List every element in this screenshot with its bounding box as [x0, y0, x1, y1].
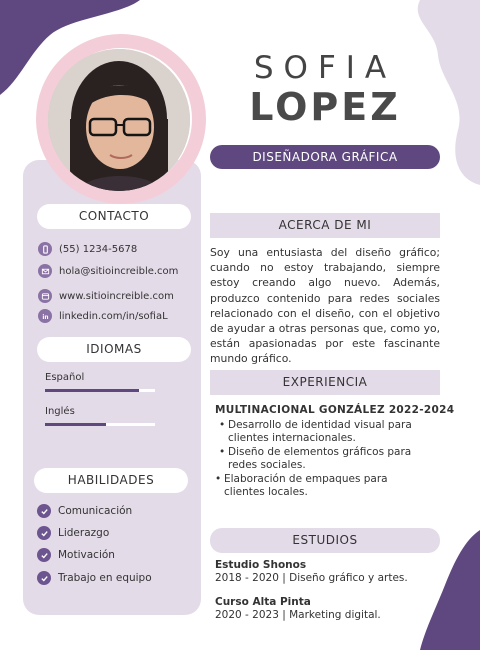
language-name: Inglés: [45, 406, 75, 417]
contact-email[interactable]: hola@sitioincreible.com: [38, 264, 178, 278]
about-text: Soy una entusiasta del diseño gráfico; cuando no estoy trabajando, siempre estoy creando algo nuevo. Además, produzco contenido para redes sociales relacionado con el diseño, con el objetivo de ayudar a otras personas que, como yo, están apasionadas por este fascinante mundo gráfico.: [210, 246, 440, 366]
skills-heading: HABILIDADES: [34, 468, 188, 493]
language-level-bar: [45, 389, 155, 392]
first-name: SOFIA: [253, 50, 397, 86]
contact-website[interactable]: www.sitioincreible.com: [38, 289, 174, 303]
skill-item: Comunicación: [37, 504, 132, 518]
experience-bullet: • Elaboración de empaques para clientes locales.: [224, 473, 424, 499]
phone-icon: [38, 242, 52, 256]
check-icon: [37, 571, 51, 585]
skill-item: Motivación: [37, 548, 115, 562]
profile-photo: [48, 49, 190, 191]
education-school: Estudio Shonos: [215, 559, 307, 571]
contact-phone[interactable]: (55) 1234-5678: [38, 242, 137, 256]
last-name: LOPEZ: [249, 85, 401, 129]
web-icon: [38, 289, 52, 303]
skill-item: Trabajo en equipo: [37, 571, 152, 585]
skill-item: Liderazgo: [37, 526, 109, 540]
language-level-fill: [45, 423, 106, 426]
experience-bullet: • Diseño de elementos gráficos para redes sociales.: [228, 446, 428, 472]
language-name: Español: [45, 372, 85, 383]
contact-linkedin[interactable]: in linkedin.com/in/sofiaL: [38, 309, 168, 323]
linkedin-icon: [38, 309, 52, 323]
experience-bullet: • Desarrollo de identidad visual para clientes internacionales.: [228, 419, 438, 445]
education-heading: ESTUDIOS: [210, 528, 440, 553]
check-icon: [37, 526, 51, 540]
check-icon: [37, 504, 51, 518]
language-level-bar: [45, 423, 155, 426]
about-heading: ACERCA DE MI: [210, 213, 440, 238]
education-detail: 2018 - 2020 | Diseño gráfico y artes.: [215, 572, 408, 584]
contact-heading: CONTACTO: [37, 204, 191, 229]
role-badge: DISEÑADORA GRÁFICA: [210, 145, 440, 169]
experience-heading: EXPERIENCIA: [210, 370, 440, 395]
svg-text:in: in: [41, 314, 49, 321]
education-school: Curso Alta Pinta: [215, 596, 311, 608]
company-name: MULTINACIONAL GONZÁLEZ 2022-2024: [215, 404, 455, 416]
languages-heading: IDIOMAS: [37, 337, 191, 362]
education-detail: 2020 - 2023 | Marketing digital.: [215, 609, 381, 621]
mail-icon: [38, 264, 52, 278]
language-level-fill: [45, 389, 139, 392]
check-icon: [37, 548, 51, 562]
